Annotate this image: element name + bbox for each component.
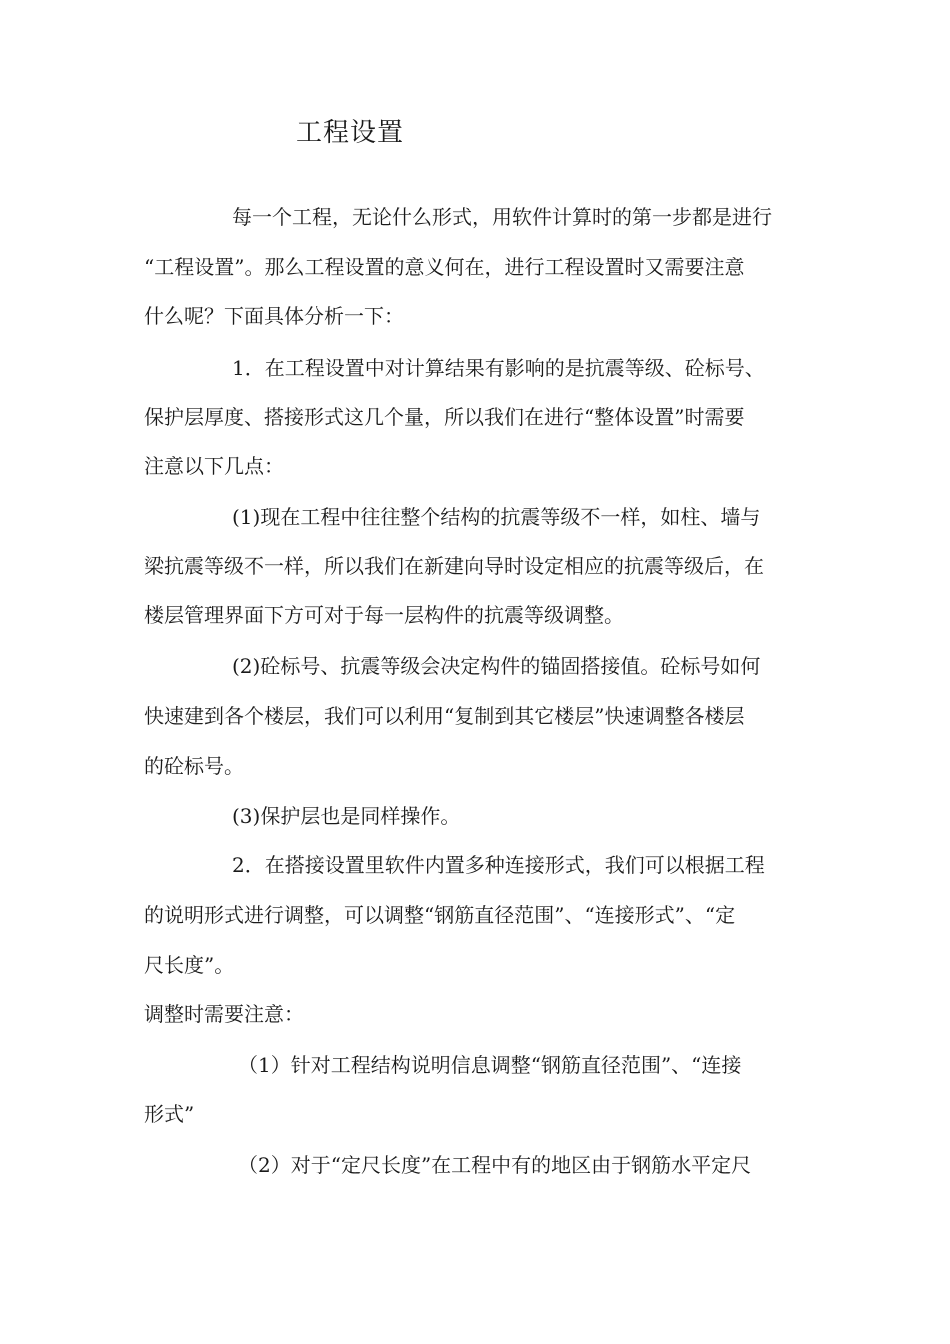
paragraph-line: 的说明形式进行调整，可以调整“钢筋直径范围”、“连接形式”、“定 (144, 903, 736, 927)
paragraph-line: 保护层厚度、搭接形式这几个量，所以我们在进行“整体设置”时需要 (144, 405, 745, 429)
paragraph-line: “工程设置”。那么工程设置的意义何在，进行工程设置时又需要注意 (144, 255, 745, 279)
paragraph-line: 的砼标号。 (144, 754, 244, 778)
paragraph-line: 楼层管理界面下方可对于每一层构件的抗震等级调整。 (144, 603, 624, 627)
paragraph-line: (3)保护层也是同样操作。 (232, 804, 461, 828)
paragraph-line: 每一个工程，无论什么形式，用软件计算时的第一步都是进行 (232, 205, 772, 229)
paragraph-line: （1）针对工程结构说明信息调整“钢筋直径范围”、“连接 (238, 1053, 742, 1077)
paragraph-line: 2．在搭接设置里软件内置多种连接形式，我们可以根据工程 (232, 853, 765, 877)
paragraph-line: 梁抗震等级不一样，所以我们在新建向导时设定相应的抗震等级后，在 (144, 554, 764, 578)
paragraph-line: 1．在工程设置中对计算结果有影响的是抗震等级、砼标号、 (232, 356, 765, 380)
paragraph-line: 注意以下几点： (144, 454, 284, 478)
paragraph-line: 什么呢？下面具体分析一下： (144, 304, 404, 328)
paragraph-line: （2）对于“定尺长度”在工程中有的地区由于钢筋水平定尺 (238, 1153, 752, 1177)
paragraph-line: 尺长度”。 (144, 953, 235, 977)
page-title: 工程设置 (296, 118, 405, 148)
paragraph-line: 形式” (144, 1102, 195, 1126)
paragraph-line: (1)现在工程中往往整个结构的抗震等级不一样，如柱、墙与 (232, 505, 761, 529)
paragraph-line: 调整时需要注意： (144, 1002, 304, 1026)
paragraph-line: (2)砼标号、抗震等级会决定构件的锚固搭接值。砼标号如何 (232, 654, 761, 678)
paragraph-line: 快速建到各个楼层，我们可以利用“复制到其它楼层”快速调整各楼层 (144, 704, 745, 728)
